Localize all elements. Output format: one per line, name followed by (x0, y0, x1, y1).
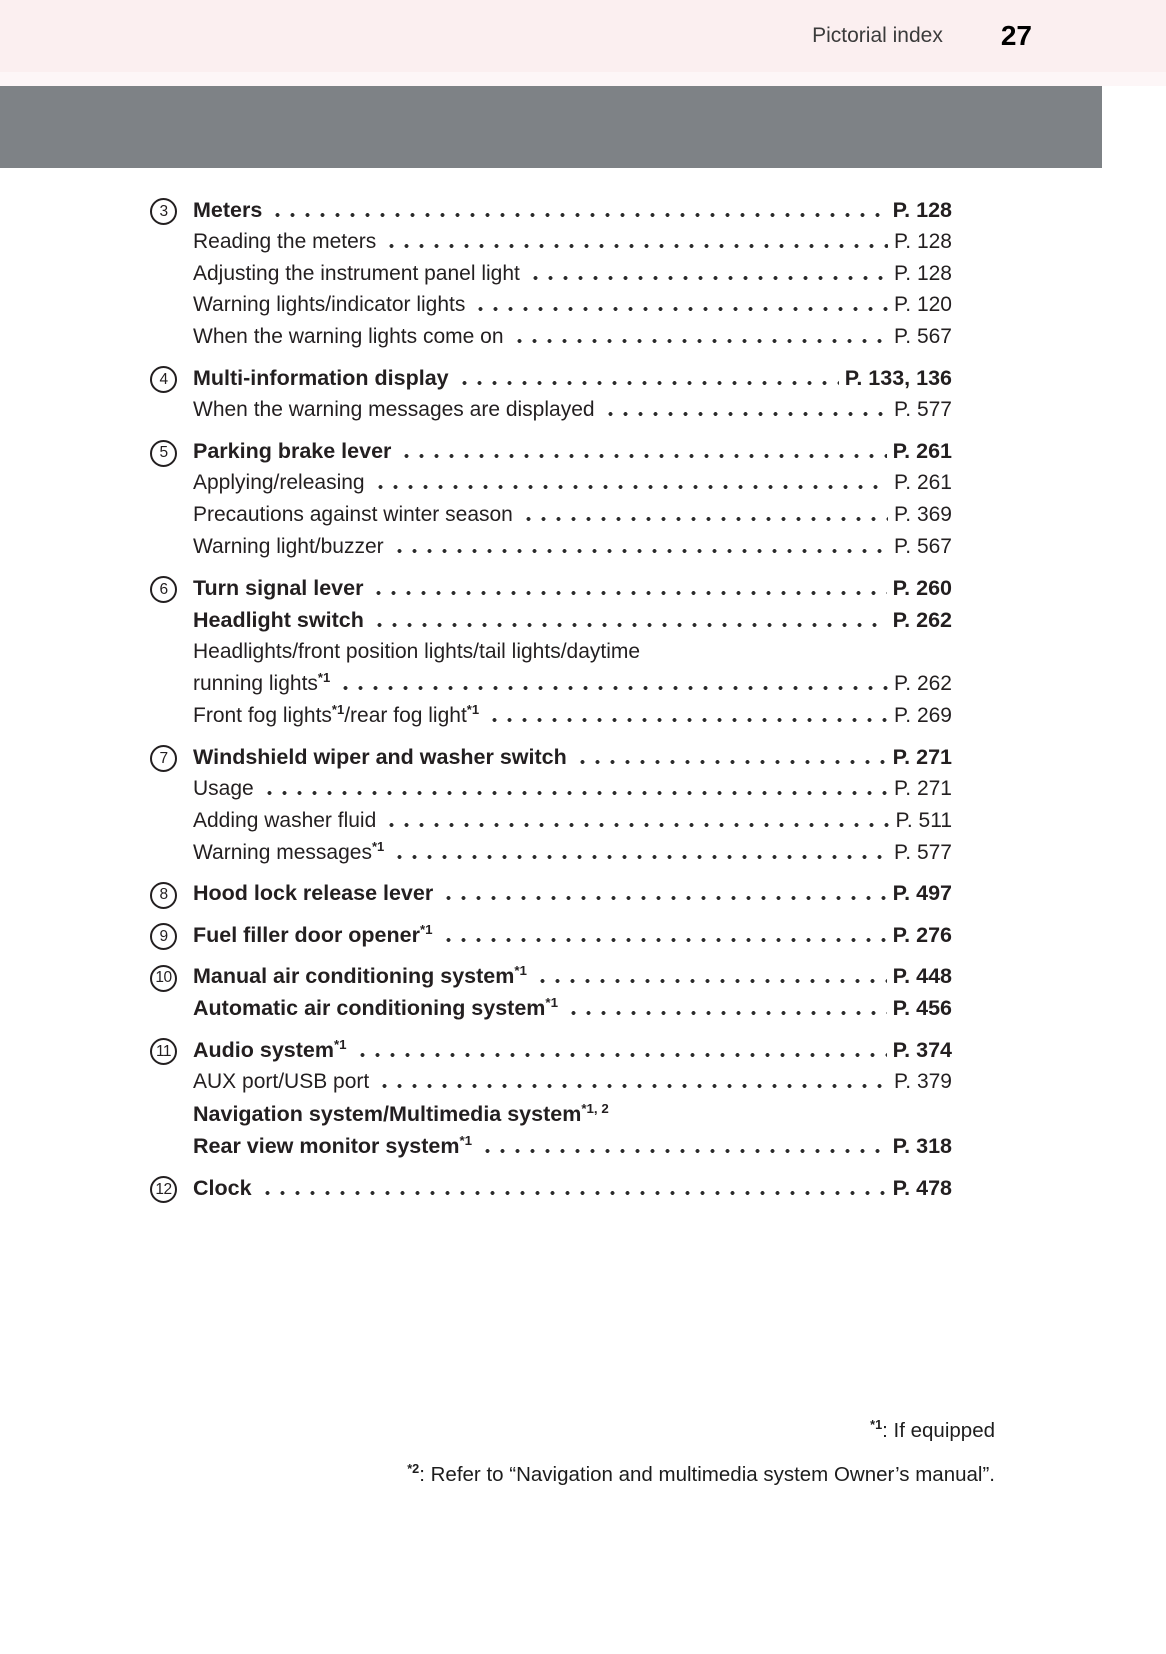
page-reference: P. 269 (893, 703, 952, 727)
entry-label: Turn signal lever (193, 575, 364, 600)
entry-sub-row (193, 774, 952, 806)
entry-sub-row (193, 322, 952, 354)
entry-label: Precautions against winter season (193, 503, 513, 527)
footnotes (0, 1417, 1166, 1490)
dot-leader (270, 213, 886, 217)
entry-title-row (193, 1172, 952, 1204)
pictorial-index-list (150, 194, 952, 1205)
entry-rows (193, 919, 952, 951)
dot-leader (399, 454, 886, 458)
entry-label: When the warning messages are displayed (193, 398, 595, 422)
page-reference: P. 577 (893, 398, 952, 422)
page-reference: P. 478 (892, 1175, 952, 1200)
dot-leader (480, 1149, 887, 1153)
entry-group (150, 194, 952, 353)
entry-label: Fuel filler door opener$^{*1}$ (193, 921, 433, 947)
chapter-banner (0, 86, 1102, 168)
entry-label: Rear view monitor system$^{*1}$ (193, 1133, 473, 1159)
footnote-1 (0, 1417, 995, 1446)
entry-rows (193, 1034, 952, 1163)
entry-sub-row (193, 500, 952, 532)
footnote-reference: *1 (419, 921, 433, 937)
footnote-reference: *1 (514, 962, 527, 978)
dot-leader (371, 591, 886, 595)
entry-sub-row (193, 805, 952, 837)
entry-label: Warning messages$^{*1}$ (193, 838, 385, 864)
footnote-reference: *1 (459, 1133, 473, 1149)
dot-leader (384, 244, 888, 248)
entry-sub-row (193, 531, 952, 563)
page-reference: P. 369 (893, 503, 952, 527)
footnote-2 (0, 1461, 995, 1490)
entry-sub-row (193, 700, 952, 732)
entry-sub-row (193, 637, 952, 669)
dot-leader (487, 718, 888, 722)
entry-label: Clock (193, 1175, 252, 1200)
dot-leader (373, 485, 888, 489)
entry-label: Multi-information display (193, 365, 449, 390)
dot-leader (377, 1084, 888, 1088)
entry-title-row (193, 194, 952, 226)
page-reference: P. 497 (892, 881, 952, 906)
entry-sub-row (193, 1067, 952, 1099)
page-reference: P. 260 (892, 575, 952, 600)
entry-number-badge: 12 (150, 1176, 177, 1203)
footnote-reference: *1 (331, 701, 345, 717)
dot-leader (441, 938, 887, 942)
entry-rows (193, 572, 952, 732)
entry-title-row (193, 436, 952, 468)
entry-sub-row (193, 258, 952, 290)
dot-leader (384, 823, 889, 827)
entry-title-row (193, 993, 952, 1025)
entry-group (150, 878, 952, 910)
entry-label: Automatic air conditioning system$^{*1}$ (193, 995, 559, 1021)
entry-rows (193, 741, 952, 869)
entry-label: Headlights/front position lights/tail lights/daytime (193, 640, 641, 664)
page-reference: P. 133, 136 (844, 365, 952, 390)
page-reference: P. 318 (892, 1134, 952, 1159)
dot-leader (392, 549, 888, 553)
page-reference: P. 456 (892, 996, 952, 1021)
entry-label: Adding washer fluid (193, 808, 377, 832)
dot-leader (441, 896, 886, 900)
page-reference: P. 262 (893, 672, 952, 696)
dot-leader (260, 1191, 887, 1195)
entry-sub-row (193, 837, 952, 869)
footnote-1-text: : If equipped (882, 1418, 995, 1442)
dot-leader (535, 979, 887, 983)
footnote-reference: *1 (545, 995, 559, 1011)
entry-label: Parking brake lever (193, 439, 392, 464)
entry-label: Manual air conditioning system$^{*1}$ (193, 962, 527, 989)
entry-label: AUX port/USB port (193, 1070, 370, 1094)
entry-number-badge: 4 (150, 366, 177, 393)
entry-rows (193, 436, 952, 564)
dot-leader (566, 1011, 887, 1015)
entry-title-row (193, 1131, 952, 1163)
entry-group (150, 961, 952, 1026)
page-reference: P. 120 (893, 293, 952, 317)
entry-label: Headlight switch (193, 608, 364, 633)
entry-label: Reading the meters (193, 229, 377, 253)
entry-title-row (193, 961, 952, 993)
entry-sub-row (193, 226, 952, 258)
dot-leader (528, 276, 888, 280)
dot-leader (521, 517, 888, 521)
entry-label: running lights$^{*1}$ (193, 670, 331, 696)
entry-title-row (193, 605, 952, 637)
page-reference: P. 128 (893, 229, 952, 253)
entry-title-row (193, 572, 952, 604)
entry-number-badge: 8 (150, 882, 177, 909)
entry-label: Windshield wiper and washer switch (193, 744, 567, 769)
entry-label: Adjusting the instrument panel light (193, 261, 520, 285)
dot-leader (457, 381, 839, 385)
dot-leader (473, 307, 888, 311)
entry-title-row (193, 741, 952, 773)
footnote-reference: *1, 2 (581, 1100, 609, 1116)
entry-label: Meters (193, 197, 263, 222)
dot-leader (392, 855, 888, 859)
entry-group (150, 572, 952, 732)
entry-group (150, 919, 952, 951)
dot-leader (575, 760, 887, 764)
entry-label: When the warning lights come on (193, 325, 504, 349)
header-page-number: 27 (1000, 20, 1032, 51)
footnote-reference: *1 (317, 670, 331, 686)
page-reference: P. 128 (892, 197, 952, 222)
entry-group (150, 741, 952, 869)
entry-rows (193, 878, 952, 910)
footnote-2-text: : Refer to “Navigation and multimedia system Owner’s manual”. (419, 1463, 995, 1487)
footnote-reference: *1 (371, 838, 385, 854)
dot-leader (355, 1053, 887, 1057)
entry-group (150, 1034, 952, 1163)
dot-leader (338, 686, 888, 690)
page-reference: P. 379 (893, 1070, 952, 1094)
footnote-reference: *1 (333, 1036, 347, 1052)
entry-rows (193, 1172, 952, 1204)
entry-label: Audio system$^{*1}$ (193, 1036, 347, 1062)
entry-number-badge: 7 (150, 745, 177, 772)
entry-title-row (193, 919, 952, 951)
entry-number-badge: 6 (150, 576, 177, 603)
page-reference: P. 276 (892, 922, 952, 947)
dot-leader (603, 412, 888, 416)
entry-number-badge: 5 (150, 440, 177, 467)
page-reference: P. 128 (893, 261, 952, 285)
entry-sub-row (193, 395, 952, 427)
entry-number-badge: 11 (150, 1038, 177, 1065)
page-reference: P. 271 (893, 777, 952, 801)
entry-label: Usage (193, 777, 254, 801)
dot-leader (372, 623, 887, 627)
entry-group (150, 1172, 952, 1204)
entry-group (150, 436, 952, 564)
page-reference: P. 374 (892, 1037, 952, 1062)
entry-title-row (193, 362, 952, 394)
entry-group (150, 362, 952, 426)
page-reference: P. 448 (892, 964, 952, 989)
entry-rows (193, 961, 952, 1026)
footnote-reference: *1 (466, 701, 480, 717)
entry-number-badge: 3 (150, 198, 177, 225)
dot-leader (262, 791, 888, 795)
entry-label: Navigation system/Multimedia system$^{*1, 2}$ (193, 1100, 609, 1126)
entry-number-badge: 10 (150, 965, 177, 992)
entry-number-badge: 9 (150, 923, 177, 950)
entry-label: Warning lights/indicator lights (193, 293, 466, 317)
page-reference: P. 577 (893, 840, 952, 864)
entry-rows (193, 362, 952, 426)
footnote-2-marker: *2 (407, 1461, 420, 1477)
entry-label: Applying/releasing (193, 471, 365, 495)
entry-sub-row (193, 290, 952, 322)
page-reference: P. 261 (892, 439, 952, 464)
entry-label: Hood lock release lever (193, 881, 434, 906)
page-reference: P. 511 (895, 808, 952, 832)
page-reference: P. 262 (892, 608, 952, 633)
entry-rows (193, 194, 952, 353)
page-reference: P. 271 (892, 744, 952, 769)
page-reference: P. 567 (893, 325, 952, 349)
entry-title-row (193, 1034, 952, 1066)
entry-sub-row (193, 468, 952, 500)
page-reference: P. 261 (893, 471, 952, 495)
header-title: Pictorial index (812, 24, 943, 47)
entry-title-row (193, 1098, 952, 1130)
entry-label: Front fog lights$^{*1}$/rear fog light$^{*1}$ (193, 701, 480, 727)
entry-label: Warning light/buzzer (193, 534, 384, 558)
dot-leader (512, 339, 888, 343)
entry-sub-row (193, 669, 952, 701)
page-header (0, 0, 1166, 72)
header-strip (0, 72, 1166, 86)
footnote-1-marker: *1 (870, 1416, 883, 1432)
page-reference: P. 567 (893, 534, 952, 558)
entry-title-row (193, 878, 952, 910)
